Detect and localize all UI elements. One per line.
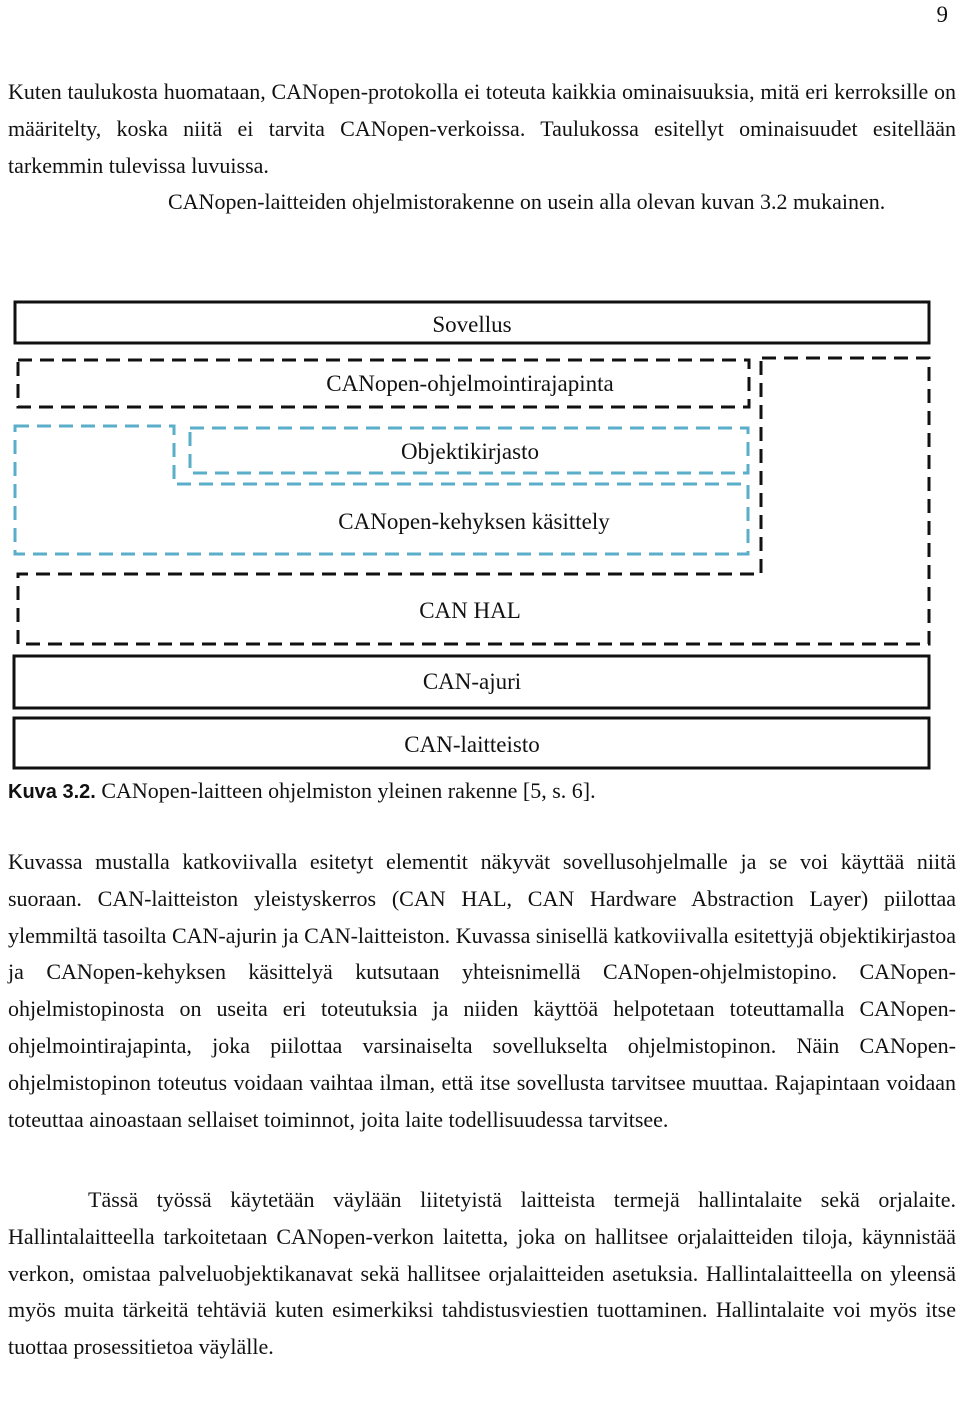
diagram-frames (0, 296, 960, 776)
layer-hal: CAN HAL (419, 598, 521, 623)
intro-text: Kuten taulukosta huomataan, CANopen-protokolla ei toteuta kaikkia ominaisuuksia, mitä eri kerroksille on määritelty, koska niitä ei tarvita CANopen-verkoissa. Taulukossa esitellyt ominaisuudet esitellään tarkemmin tulevissa luvuissa. (8, 79, 956, 178)
layer-laitteisto: CAN-laitteisto (404, 732, 540, 757)
figure-caption (8, 778, 596, 804)
software-architecture-diagram (0, 296, 960, 776)
page-number: 9 (936, 2, 948, 27)
intro-paragraph (8, 74, 956, 221)
caption-text: CANopen-laitteen ohjelmiston yleinen rakenne [5, s. 6]. (101, 778, 596, 803)
layer-objektikirjasto: Objektikirjasto (401, 439, 539, 464)
layer-api: CANopen-ohjelmointirajapinta (326, 371, 614, 396)
body-paragraph-2: Tässä työssä käytetään väylään liitetyistä laitteista termejä hallintalaite sekä orjalaite. Hallintalaitteella tarkoitetaan CANopen-verkon laitetta, joka on hallitsee orjalaitteiden tiloja, käynnistää verkon, omistaa palveluobjektikanavat sekä hallitsee orjalaitteiden asetuksia. Hallintalaitteella on yleensä myös muita tärkeitä tehtäviä kuten esimerkiksi tahdistusviestien tuottaminen. Hallintalaite voi myös itse tuottaa prosessitietoa väylälle. (8, 1187, 956, 1360)
layer-sovellus: Sovellus (432, 312, 512, 337)
caption-label: Kuva 3.2. (8, 781, 96, 803)
body-paragraph-1: Kuvassa mustalla katkoviivalla esitetyt elementit näkyvät sovellusohjelmalle ja se voi käyttää niitä suoraan. CAN-laitteiston yleistyskerros (CAN HAL, CAN Hardware Abstraction Layer) piilottaa ylemmiltä tasoilta CAN-ajurin ja CAN-laitteiston. Kuvassa sinisellä katkoviivalla esitettyjä objektikirjastoa ja CANopen-kehyksen käsittelyä kutsutaan yhteisnimellä CANopen-ohjelmistopino. CANopen-ohjelmistopinosta on useita eri toteutuksia ja niiden käyttöä helpotetaan toteuttamalla CANopen-ohjelmointirajapinta, joka piilottaa varsinaiselta sovellukselta ohjelmistopinon. Näin CANopen-ohjelmistopinon toteutus voidaan vaihtaa ilman, että itse sovellusta tarvitsee muuttaa. Rajapintaan voidaan toteuttaa ainoastaan sellaiset toiminnot, joita laite todellisuudessa tarvitsee. (8, 849, 956, 1132)
layer-ajuri: CAN-ajuri (422, 669, 522, 694)
intro-continuation-text: CANopen-laitteiden ohjelmistorakenne on usein alla olevan kuvan 3.2 mukainen. (168, 189, 886, 215)
layer-kehys: CANopen-kehyksen käsittely (338, 509, 610, 534)
intro-continuation (8, 184, 956, 221)
